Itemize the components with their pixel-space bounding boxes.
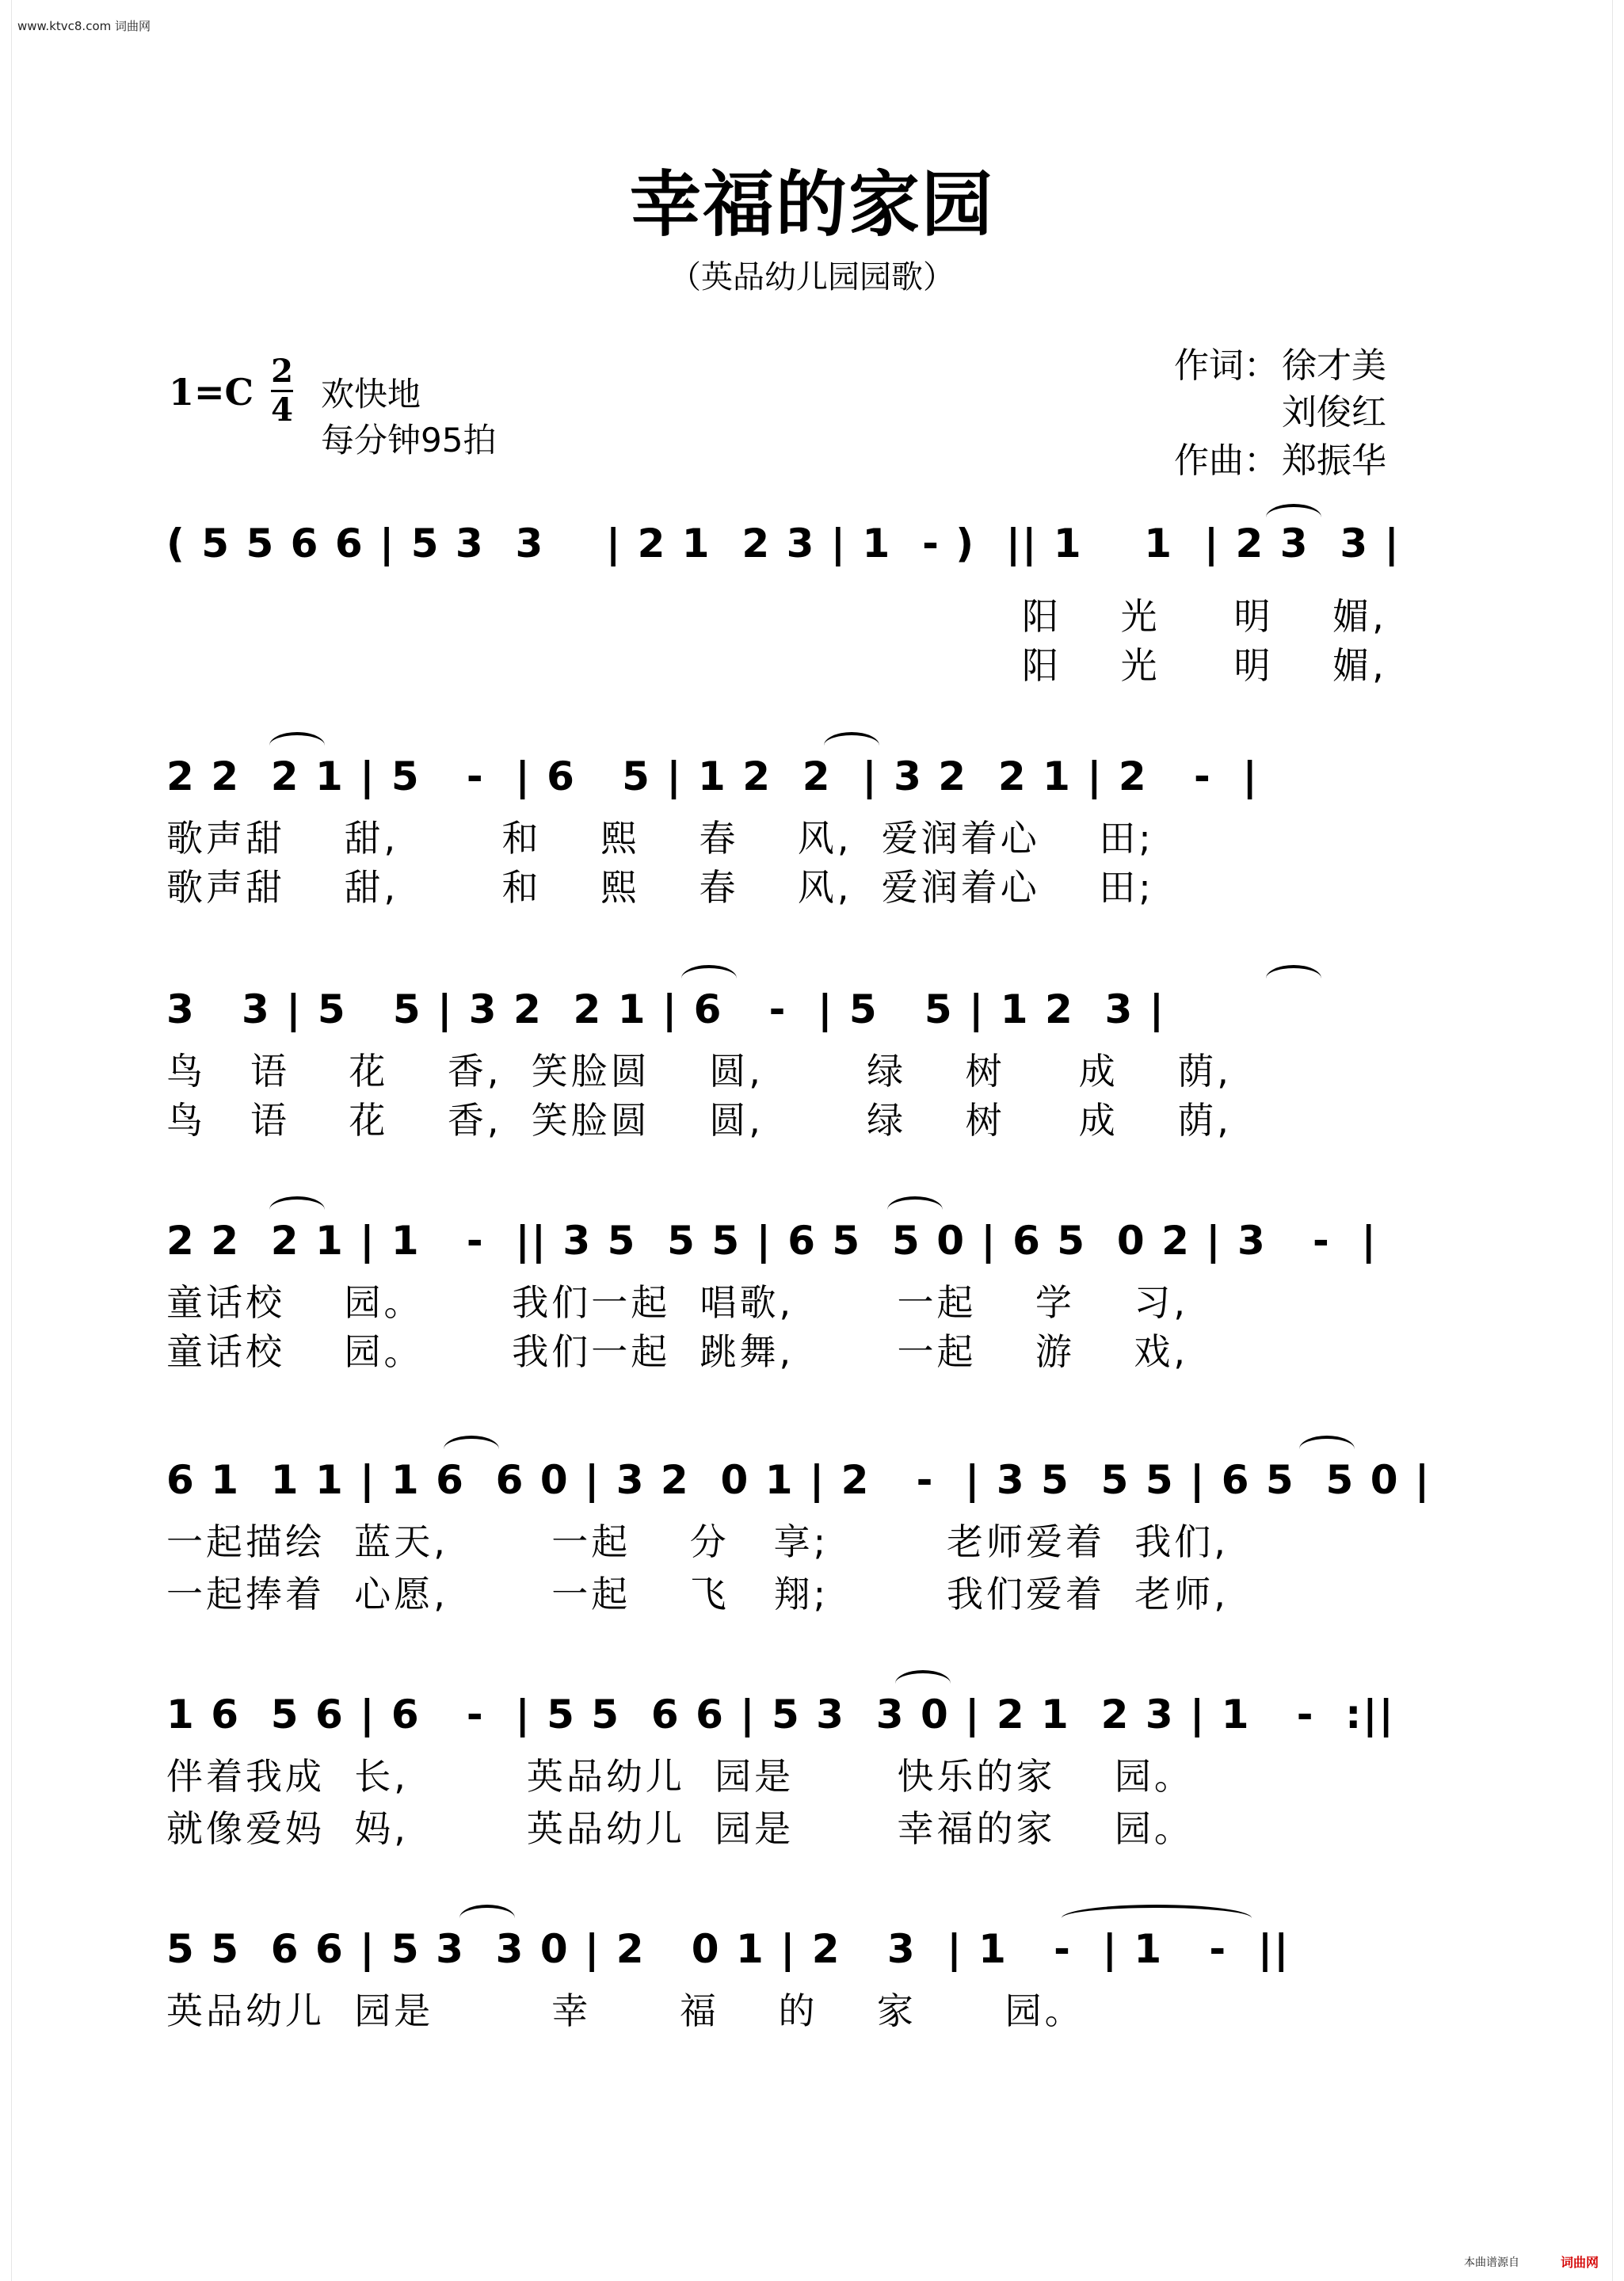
slur-mark — [824, 732, 879, 759]
slur-mark — [1266, 504, 1321, 531]
score-system — [166, 748, 1450, 946]
slur-mark — [459, 1905, 515, 1932]
lyrics-verse-1: 鸟 语 花 香, 笑脸圆 圆, 绿 树 成 荫, — [166, 1050, 1232, 1093]
slur-mark — [1299, 1436, 1355, 1463]
notation-line: 6 1 1 1 | 1 6 6 0 | 3 2 0 1 | 2 - | 3 5 5 5 | 6 5 5 0 | — [166, 1457, 1431, 1503]
site-watermark: www.ktvc8.com 词曲网 — [17, 19, 151, 33]
lyrics-verse-1: 阳 光 明 媚, — [166, 595, 1387, 638]
lyrics-verse-2: 鸟 语 花 香, 笑脸圆 圆, 绿 树 成 荫, — [166, 1099, 1232, 1142]
notation-line: 5 5 6 6 | 5 3 3 0 | 2 0 1 | 2 3 | 1 - | 1 - || — [166, 1926, 1290, 1972]
lyrics-verse-2: 阳 光 明 媚, — [166, 644, 1387, 687]
slur-mark — [444, 1436, 499, 1463]
song-title: 幸福的家园 — [630, 162, 994, 246]
slur-mark — [681, 965, 737, 992]
lyrics-verse-1: 歌声甜 甜, 和 熙 春 风, 爱润着心 田; — [166, 817, 1154, 860]
lyricist-name: 徐才美 — [1282, 345, 1386, 386]
slur-mark — [1266, 965, 1321, 992]
notation-line: 2 2 2 1 | 1 - || 3 5 5 5 | 6 5 5 0 | 6 5 0 2 | 3 - | — [166, 1218, 1378, 1264]
composer-name: 郑振华 — [1282, 441, 1386, 481]
slur-mark — [269, 1196, 325, 1223]
lyrics-verse-1: 英品幼儿 园是 幸 福 的 家 园。 — [166, 1989, 1085, 2032]
tie-mark — [1062, 1905, 1252, 1932]
composer-label: 作曲： — [1174, 441, 1279, 481]
score-system — [166, 981, 1450, 1179]
lyrics-verse-2: 就像爱妈 妈, 英品幼儿 园是 幸福的家 园。 — [166, 1807, 1194, 1850]
score-system — [166, 515, 1450, 713]
notation-line: 3 3 | 5 5 | 3 2 2 1 | 6 - | 5 5 | 1 2 3 | — [166, 986, 1166, 1032]
tempo-marking: 欢快地 — [321, 375, 421, 414]
footer-logo: 词曲网 — [1561, 2255, 1599, 2270]
slur-mark — [887, 1196, 943, 1223]
slur-mark — [895, 1670, 951, 1697]
right-margin-strip — [1612, 0, 1624, 2281]
lyrics-verse-1: 童话校 园。 我们一起 唱歌, 一起 学 习, — [166, 1281, 1189, 1324]
meter-top: 2 — [271, 353, 293, 390]
notation-line: 1 6 5 6 | 6 - | 5 5 6 6 | 5 3 3 0 | 2 1 2 3 | 1 - :|| — [166, 1692, 1395, 1737]
notation-line: 2 2 2 1 | 5 - | 6 5 | 1 2 2 | 3 2 2 1 | 2 - | — [166, 753, 1259, 799]
left-margin-strip — [0, 0, 12, 2281]
bpm-marking: 每分钟95拍 — [321, 421, 497, 460]
lyrics-verse-2: 童话校 园。 我们一起 跳舞, 一起 游 戏, — [166, 1330, 1189, 1373]
song-subtitle: （英品幼儿园园歌） — [669, 259, 955, 296]
lyrics-verse-1: 一起描绘 蓝天, 一起 分 享; 老师爱着 我们, — [166, 1520, 1229, 1563]
key-signature: 1=C — [169, 371, 254, 414]
time-signature — [266, 353, 298, 429]
lyrics-verse-2: 一起捧着 心愿, 一起 飞 翔; 我们爱着 老师, — [166, 1573, 1229, 1615]
score-system — [166, 1212, 1450, 1410]
footer-source-text: 本曲谱源自 — [1464, 2256, 1519, 2269]
score-system — [166, 1451, 1450, 1650]
slur-mark — [269, 732, 325, 759]
score-system — [166, 1921, 1450, 2119]
lyricist-name: 刘俊红 — [1282, 392, 1386, 433]
score-system — [166, 1686, 1450, 1884]
lyricist-label: 作词： — [1174, 345, 1279, 386]
lyrics-verse-1: 伴着我成 长, 英品幼儿 园是 快乐的家 园。 — [166, 1755, 1194, 1798]
meter-bottom: 4 — [271, 391, 293, 429]
lyrics-verse-2: 歌声甜 甜, 和 熙 春 风, 爱润着心 田; — [166, 866, 1154, 909]
notation-line: ( 5 5 6 6 | 5 3 3 | 2 1 2 3 | 1 - ) || 1 1 | 2 3 3 | — [166, 521, 1401, 566]
